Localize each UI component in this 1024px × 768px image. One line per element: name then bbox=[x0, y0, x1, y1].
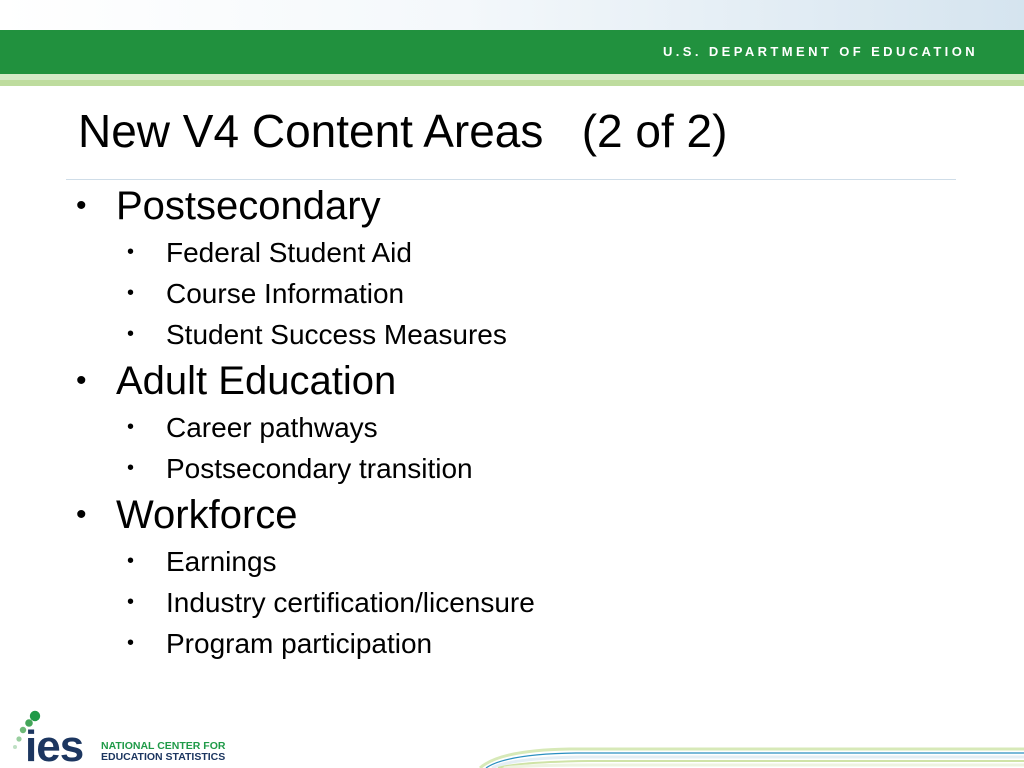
content-list bbox=[0, 180, 1024, 664]
list-item bbox=[0, 448, 1024, 489]
bullet-dot-icon: • bbox=[127, 457, 135, 479]
bullet-dot-icon: • bbox=[76, 498, 87, 531]
logo-dot bbox=[13, 745, 17, 749]
section-heading-text: Postsecondary bbox=[116, 184, 381, 228]
section-heading-text: Workforce bbox=[116, 493, 298, 537]
list-item-text: Postsecondary transition bbox=[166, 453, 473, 484]
list-item bbox=[0, 273, 1024, 314]
footer-swoosh bbox=[420, 728, 1024, 768]
header-divider bbox=[0, 86, 1024, 89]
bullet-dot-icon: • bbox=[127, 282, 135, 304]
section-workforce bbox=[0, 489, 1024, 664]
section-adult-education bbox=[0, 355, 1024, 489]
logo-mark: ies bbox=[25, 722, 84, 766]
sub-list bbox=[0, 232, 1024, 355]
logo-dot bbox=[16, 736, 21, 741]
sub-list bbox=[0, 407, 1024, 489]
list-item bbox=[0, 314, 1024, 355]
list-item bbox=[0, 582, 1024, 623]
bullet-dot-icon: • bbox=[127, 591, 135, 613]
section-heading bbox=[0, 355, 1024, 407]
bullet-dot-icon: • bbox=[127, 241, 135, 263]
list-item-text: Earnings bbox=[166, 546, 277, 577]
bullet-dot-icon: • bbox=[127, 632, 135, 654]
bullet-dot-icon: • bbox=[127, 416, 135, 438]
ies-logo bbox=[8, 708, 248, 766]
list-item-text: Program participation bbox=[166, 628, 433, 659]
section-heading-text: Adult Education bbox=[116, 359, 397, 403]
bullet-dot-icon: • bbox=[76, 189, 87, 222]
list-item bbox=[0, 407, 1024, 448]
bullet-dot-icon: • bbox=[127, 550, 135, 572]
logo-line1: NATIONAL CENTER FOR bbox=[101, 740, 226, 752]
logo-dot bbox=[30, 711, 40, 721]
sub-list bbox=[0, 541, 1024, 664]
section-heading bbox=[0, 180, 1024, 232]
list-item-text: Federal Student Aid bbox=[166, 237, 412, 268]
list-item bbox=[0, 232, 1024, 273]
list-item bbox=[0, 541, 1024, 582]
list-item-text: Industry certification/licensure bbox=[166, 587, 535, 618]
logo-line2: EDUCATION STATISTICS bbox=[101, 751, 226, 763]
list-item-text: Course Information bbox=[166, 278, 405, 309]
slide-title: New V4 Content Areas (2 of 2) bbox=[78, 105, 728, 157]
list-item bbox=[0, 623, 1024, 664]
header-gradient bbox=[0, 0, 1024, 30]
list-item-text: Student Success Measures bbox=[166, 319, 507, 350]
department-label: U.S. DEPARTMENT OF EDUCATION bbox=[663, 44, 978, 59]
section-heading bbox=[0, 489, 1024, 541]
bullet-dot-icon: • bbox=[76, 364, 87, 397]
list-item-text: Career pathways bbox=[166, 412, 378, 443]
section-postsecondary bbox=[0, 180, 1024, 355]
bullet-dot-icon: • bbox=[127, 323, 135, 345]
